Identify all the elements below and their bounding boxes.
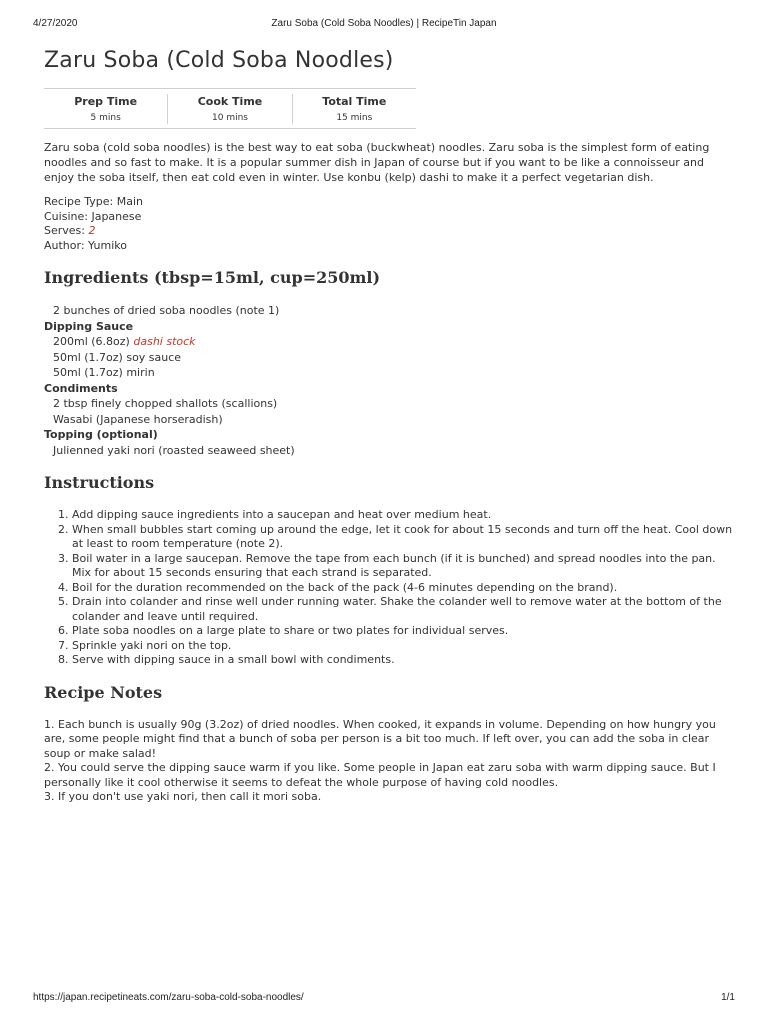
recipe-summary: Zaru soba (cold soba noodles) is the best way to eat soba (buckwheat) noodles. Zaru soba is the simplest form of eating noodles and so fast to make. It is a popular summer dish in Japan of course but if you want to be like a connoisseur and enjoy the soba itself, then eat cold even in winter. Use konbu (kelp) dashi to make it a perfect vegetarian dish. — [44, 141, 710, 184]
recipe-times — [44, 88, 416, 129]
cuisine-value: Japanese — [91, 209, 142, 223]
prep-time-value: 5 mins — [90, 113, 121, 123]
dashi-stock-link[interactable]: dashi stock — [133, 335, 196, 348]
cuisine-label: Cuisine: — [44, 209, 88, 223]
ingredient-soy-sauce: 50ml (1.7oz) soy sauce — [53, 350, 182, 364]
ingredient-shallots: 2 tbsp finely chopped shallots (scallions) — [53, 397, 278, 410]
instruction-step: 7. Sprinkle yaki nori on the top. — [72, 639, 734, 654]
prep-time-label: Prep Time — [74, 95, 138, 108]
instruction-step: 1. Add dipping sauce ingredients into a saucepan and heat over medium heat. — [72, 508, 734, 523]
ingredient-group-topping: Topping (optional) — [44, 428, 158, 441]
recipe-type-value: Main — [116, 195, 144, 208]
recipe-notes — [44, 718, 734, 805]
prep-time — [44, 94, 168, 124]
instruction-step: 4. Boil for the duration recommended on the back of the pack (4-6 minutes depending on the brand). — [72, 581, 734, 596]
author-value: Yumiko — [88, 238, 127, 252]
recipe-title: Zaru Soba (Cold Soba Noodles) — [44, 48, 394, 73]
ingredient-dashi — [44, 334, 734, 350]
ingredients-list — [44, 303, 734, 458]
ingredient-nori: Julienned yaki nori (roasted seaweed sheet) — [53, 443, 295, 457]
total-time-label: Total Time — [322, 95, 387, 108]
recipe-notes-heading: Recipe Notes — [44, 682, 163, 702]
recipe-note: 1. Each bunch is usually 90g (3.2oz) of dried noodles. When cooked, it expands in volume. Depending on how hungry you are, some people might find that a bunch of soba per person is a bit too much. If left over, you can add the soba in clear soup or make salad! — [44, 717, 716, 760]
recipe-note: 2. You could serve the dipping sauce warm if you like. Some people in Japan eat zaru soba with warm dipping sauce. But I personally like it cool otherwise it seems to defeat the whole purpose of having cold noodles. — [44, 761, 716, 789]
ingredient-group-condiments: Condiments — [44, 381, 118, 395]
serves-value[interactable]: 2 — [88, 224, 96, 237]
serves-label: Serves: — [44, 224, 85, 237]
print-page-title: Zaru Soba (Cold Soba Noodles) | RecipeTin Japan — [271, 18, 497, 29]
recipe-type-row — [44, 195, 734, 210]
recipe-note: 3. If you don't use yaki nori, then call it mori soba. — [44, 790, 322, 803]
ingredient-mirin: 50ml (1.7oz) mirin — [53, 366, 155, 379]
instructions-list — [44, 508, 734, 668]
total-time-value: 15 mins — [336, 113, 373, 123]
recipe-meta — [44, 195, 734, 253]
instruction-step: 8. Serve with dipping sauce in a small bowl with condiments. — [72, 653, 734, 668]
cook-time-value: 10 mins — [212, 113, 248, 123]
cook-time-label: Cook Time — [197, 95, 263, 108]
print-url: https://japan.recipetineats.com/zaru-soba-cold-soba-noodles/ — [33, 992, 304, 1003]
ingredient-wasabi: Wasabi (Japanese horseradish) — [53, 412, 223, 426]
author-row — [44, 239, 734, 254]
instruction-step: 6. Plate soba noodles on a large plate to share or two plates for individual serves. — [72, 624, 734, 639]
recipe-card — [44, 46, 734, 805]
instructions-heading: Instructions — [44, 473, 155, 492]
serves-row — [44, 224, 734, 239]
dashi-amount: 200ml (6.8oz) — [53, 335, 130, 348]
cuisine-row — [44, 210, 734, 225]
ingredient-noodles: 2 bunches of dried soba noodles (note 1) — [53, 304, 280, 317]
instruction-step: 5. Drain into colander and rinse well under running water. Shake the colander well to remove water at the bottom of the colander and leave until required. — [72, 595, 734, 624]
print-page-number: 1/1 — [721, 992, 735, 1003]
total-time — [293, 94, 416, 124]
recipe-type-label: Recipe Type: — [44, 195, 114, 208]
ingredient-group-dipping-sauce: Dipping Sauce — [44, 319, 134, 333]
cook-time — [168, 94, 292, 124]
print-date: 4/27/2020 — [33, 18, 78, 29]
author-label: Author: — [44, 238, 85, 252]
instruction-step: 3. Boil water in a large saucepan. Remove the tape from each bunch (if it is bunched) and spread noodles into the pan. Mix for about 15 seconds ensuring that each strand is separated. — [72, 552, 734, 581]
ingredients-heading: Ingredients (tbsp=15ml, cup=250ml) — [44, 268, 381, 287]
instruction-step: 2. When small bubbles start coming up around the edge, let it cook for about 15 seconds and turn off the heat. Cool down at least to room temperature (note 2). — [72, 523, 734, 552]
